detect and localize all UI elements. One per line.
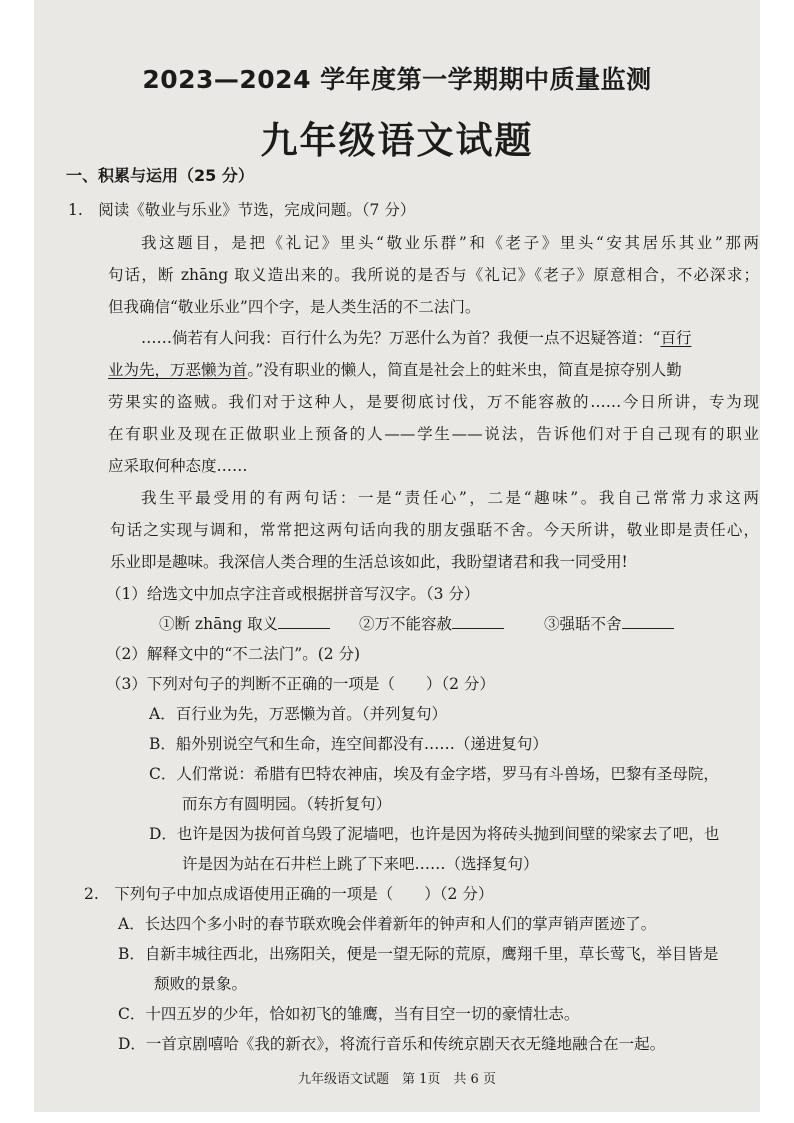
underlined-text: 业为先，万恶懒为首 [108, 361, 248, 379]
underlined-text: 百行 [660, 329, 692, 347]
option-c-cont: 而东方有圆明园。（转折复句） [182, 795, 392, 813]
q2-option-a: A．长达四个多小时的春节联欢晚会伴着新年的钟声和人们的掌声销声匿迹了。 [118, 915, 657, 933]
passage-line: 乐业即是趣味。我深信人类合理的生活总该如此，我盼望诸君和我一同受用! [110, 553, 628, 571]
sub-question-3: （3）下列对句子的判断不正确的一项是（ ）（2 分） [106, 675, 495, 693]
option-a: A．百行业为先，万恶懒为首。（并列复句） [149, 705, 447, 723]
pinyin-item-2 [359, 614, 504, 634]
exam-title: 2023—2024 学年度第一学期期中质量监测 [142, 65, 652, 94]
option-d-cont: 许是因为站在石井栏上跳了下来吧……（选择复句） [182, 855, 539, 873]
passage-line [141, 328, 759, 348]
passage-line: 应采取何种态度…… [108, 457, 248, 475]
passage-line: 我生平最受用的有两句话：一是“责任心”，二是“趣味”。我自己常常力求这两 [141, 489, 759, 507]
passage-line: 但我确信“敬业乐业”四个字，是人类生活的不二法门。 [108, 298, 481, 316]
passage-text: ……倘若有人问我：百行什么为先？万恶什么为首？我便一点不迟疑答道：“ [141, 329, 661, 347]
page-footer: 九年级语文试题 第 1页 共 6 页 [298, 1072, 496, 1087]
q2-option-d: D．一首京剧嘻哈《我的新衣》，将流行音乐和传统京剧天衣无缝地融合在一起。 [118, 1035, 666, 1053]
option-d: D．也许是因为拔何首乌毁了泥墙吧，也许是因为将砖头抛到间壁的梁家去了吧，也 [149, 825, 720, 843]
section-heading: 一、积累与运用（25 分） [66, 166, 254, 185]
answer-blank [278, 614, 330, 629]
q2-option-b-cont: 颓败的景象。 [154, 975, 248, 993]
passage-line: 在有职业及现在正做职业上预备的人——学生——说法，告诉他们对于自己现有的职业 [108, 425, 759, 443]
pinyin-item-1 [159, 614, 330, 634]
sub-question-2: （2）解释文中的“不二法门”。(2 分) [106, 645, 361, 663]
q2-option-b: B．自新丰城往西北，出殇阳关，便是一望无际的荒原，鹰翔千里，草长莺飞，举目皆是 [118, 945, 719, 963]
answer-blank [622, 614, 674, 629]
passage-line: 句话，断 zhāng 取义造出来的。我所说的是否与《礼记》《老子》原意相合，不必深求； [108, 266, 759, 284]
q2-option-c: C．十四五岁的少年，恰如初飞的雏鹰，当有目空一切的豪情壮志。 [118, 1005, 580, 1023]
passage-text: 。”没有职业的懒人，简直是社会上的蛀米虫，简直是掠夺别人勤 [247, 361, 682, 379]
passage-line: 劳果实的盗贼。我们对于这种人，是要彻底讨伐，万不能容赦的……今日所讲，专为现 [108, 393, 759, 411]
answer-blank [452, 614, 504, 629]
passage-line [108, 360, 759, 380]
option-c: C．人们常说：希腊有巴特农神庙，埃及有金字塔，罗马有斗兽场，巴黎有圣母院， [149, 765, 719, 783]
item-label: ③强聒不舍 [544, 615, 622, 633]
item-label: ①断 zhāng 取义 [159, 615, 279, 633]
pinyin-item-3 [544, 614, 674, 634]
question-1-stem: 1. 阅读《敬业与乐业》节选，完成问题。（7 分） [68, 201, 416, 219]
passage-line: 句话之实现与调和，常常把这两句话向我的朋友强聒不舍。今天所讲，敬业即是责任心， [110, 521, 759, 539]
option-b: B．船外别说空气和生命，连空间都没有……（递进复句） [149, 735, 548, 753]
sub-question-1: （1）给选文中加点字注音或根据拼音写汉字。（3 分） [106, 585, 480, 603]
question-2-stem: 2. 下列句子中加点成语使用正确的一项是（ ）（2 分） [84, 885, 494, 903]
passage-line: 我这题目，是把《礼记》里头“敬业乐群”和《老子》里头“安其居乐其业”那两 [141, 234, 759, 252]
item-label: ②万不能容赦 [359, 615, 453, 633]
exam-subtitle: 九年级语文试题 [260, 118, 534, 162]
